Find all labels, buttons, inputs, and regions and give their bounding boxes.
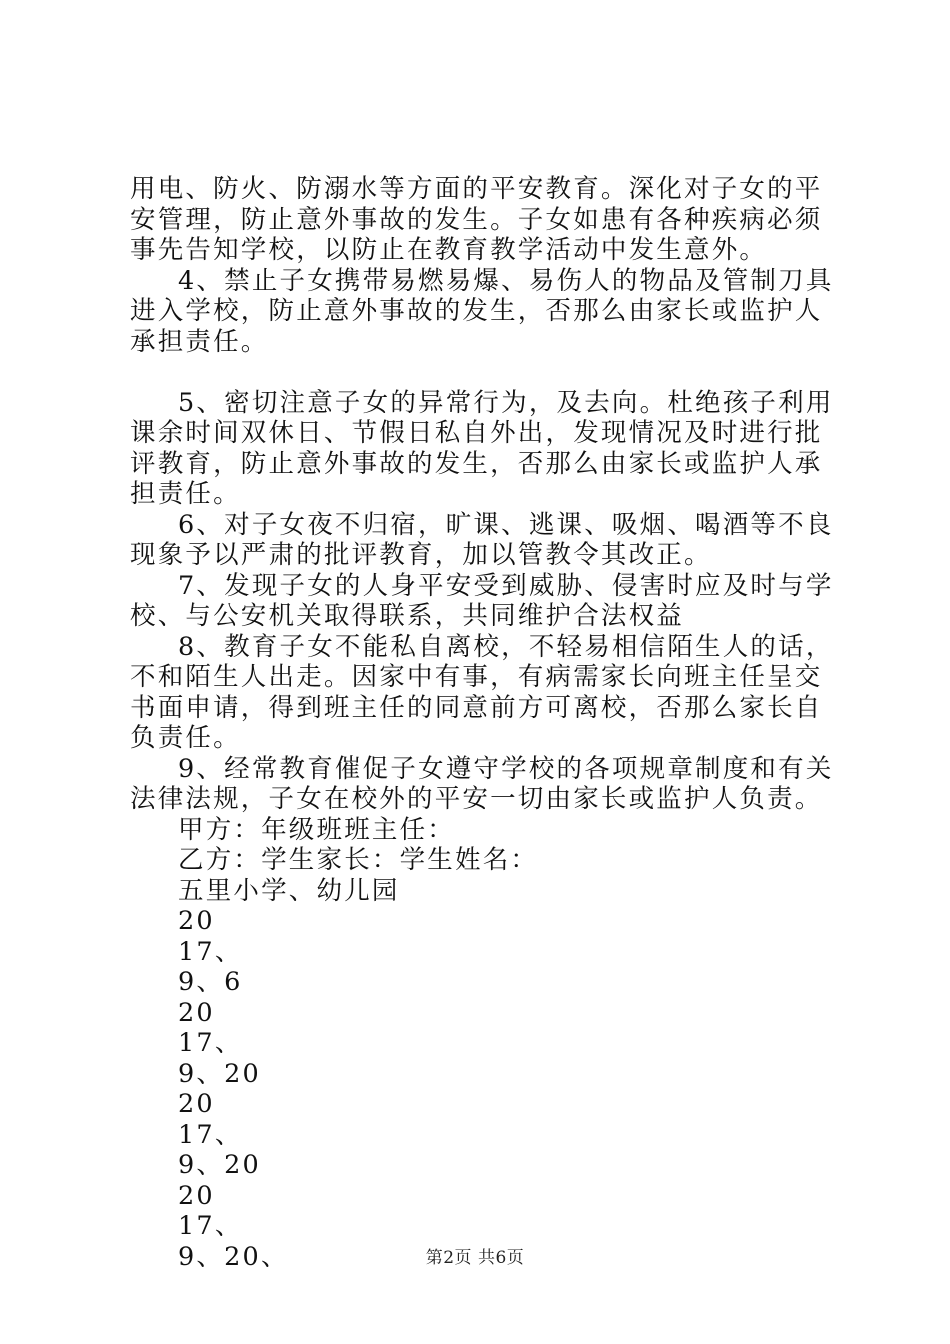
school-name: 五里小学、幼儿园	[178, 875, 400, 906]
date-line: 9、20	[178, 1150, 261, 1180]
date-line: 20	[178, 906, 215, 936]
date-line: 17、	[178, 936, 243, 967]
date-line: 17、	[178, 1211, 243, 1241]
paragraph-item-9: 9、经常教育催促子女遵守学校的各项规章制度和有关法律法规，子女在校外的平安一切由家长或监护人负责。	[130, 753, 834, 814]
signature-party-b: 乙方：学生家长：学生姓名：	[178, 845, 539, 875]
date-line: 9、20	[178, 1058, 261, 1089]
signature-party-a: 甲方：年级班班主任：	[178, 814, 456, 845]
paragraph-item-6: 6、对子女夜不归宿，旷课、逃课、吸烟、喝酒等不良现象予以严肃的批评教育，加以管教令其改正。	[130, 509, 834, 570]
date-line: 17、	[178, 1028, 243, 1058]
paragraph-item-7: 7、发现子女的人身平安受到威胁、侵害时应及时与学校、与公安机关取得联系，共同维护合法权益	[130, 570, 834, 631]
date-line: 17、	[178, 1119, 243, 1150]
paragraph-item-5: 5、密切注意子女的异常行为，及去向。杜绝孩子利用课余时间双休日、节假日私自外出，发现情况及时进行批评教育，防止意外事故的发生，否那么由家长或监护人承担责任。	[130, 387, 834, 509]
page-indicator: 第2页 共6页	[425, 1248, 525, 1268]
paragraph-item-4: 4、禁止子女携带易燃易爆、易伤人的物品及管制刀具进入学校，防止意外事故的发生，否那么由家长或监护人承担责任。	[130, 265, 834, 357]
paragraph-safety-education: 用电、防火、防溺水等方面的平安教育。深化对子女的平安管理，防止意外事故的发生。子女如患有各种疾病必须事先告知学校，以防止在教育教学活动中发生意外。	[130, 174, 823, 265]
date-line: 20	[178, 997, 215, 1028]
paragraph-item-8: 8、教育子女不能私自离校，不轻易相信陌生人的话，不和陌生人出走。因家中有事，有病需家长向班主任呈交书面申请，得到班主任的同意前方可离校，否那么家长自负责任。	[130, 631, 834, 753]
date-line: 20	[178, 1089, 215, 1119]
date-line: 20	[178, 1180, 215, 1211]
date-line: 9、20、	[178, 1241, 289, 1272]
document-body	[130, 174, 850, 1272]
date-line: 9、6	[178, 967, 243, 997]
